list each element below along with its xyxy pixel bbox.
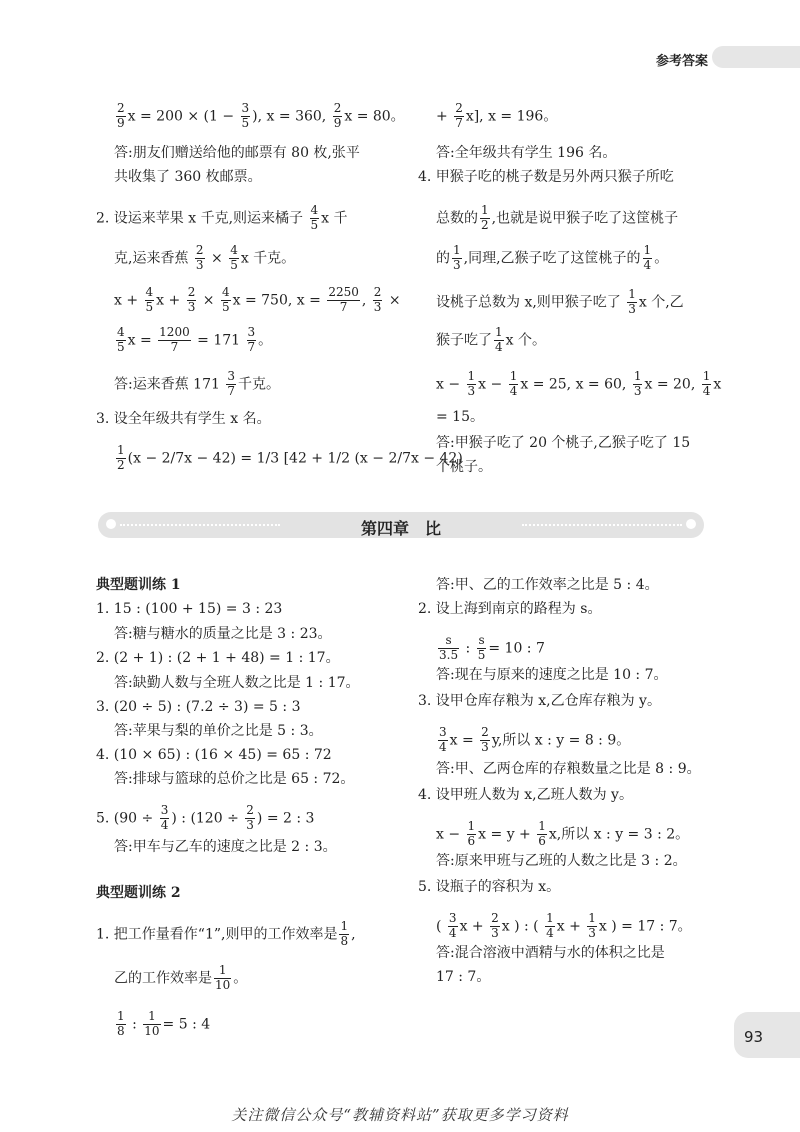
section-title: 典型题训练 1 (96, 577, 181, 593)
answer-text: 答:混合溶液中酒精与水的体积之比是 (436, 945, 665, 961)
answer-text: 17 : 7。 (436, 969, 491, 985)
section-title: 典型题训练 2 (96, 885, 181, 901)
equation-line: $\frac{s}{3.5}$ : $\frac{s}{5}$ = 10 : 7 (439, 633, 545, 662)
equation-line: $\frac{2}{9}$ x = 200 × (1 − $\frac{3}{5}$ ), x = 360, $\frac{2}{9}$ x = 80。 (117, 101, 405, 130)
answer-text: 答:排球与篮球的总价之比是 65 : 72。 (114, 771, 355, 787)
header-tab (712, 46, 800, 68)
question-text: 的 $\frac{1}{3}$ ,同理,乙猴子吃了这筐桃子的 $\frac{1}{4}$ 。 (436, 243, 669, 272)
question-text: 1. 15 : (100 + 15) = 3 : 23 (96, 601, 283, 617)
answer-text: 答:运来香蕉 171 $\frac{3}{7}$ 千克。 (114, 369, 280, 398)
answer-text: 答:甲猴子吃了 20 个桃子,乙猴子吃了 15 (436, 435, 691, 451)
answer-text: 答:糖与糖水的质量之比是 3 : 23。 (114, 626, 332, 642)
page-header: 参考答案 (656, 54, 709, 69)
equation-line: $\frac{1}{2}$ (x − 2/7x − 42) = 1/3 [42 + 1/2 (x − 2/7x − 42) (117, 443, 463, 472)
answer-text: 答:甲、乙的工作效率之比是 5 : 4。 (436, 577, 659, 593)
equation-line: x − $\frac{1}{6}$ x = y + $\frac{1}{6}$ x,所以 x : y = 3 : 2。 (436, 819, 690, 848)
answer-text: 答:甲车与乙车的速度之比是 2 : 3。 (114, 839, 337, 855)
page-number: 93 (744, 1028, 764, 1046)
answer-text: 个桃子。 (436, 459, 492, 475)
equation-line: $\frac{4}{5}$ x = $\frac{1200}{7}$ = 171 $\frac{3}{7}$ 。 (117, 325, 273, 354)
answer-text: 答:缺勤人数与全班人数之比是 1 : 17。 (114, 675, 360, 691)
question-text: 3. 设甲仓库存粮为 x,乙仓库存粮为 y。 (418, 693, 661, 709)
question-text: 2. 设上海到南京的路程为 s。 (418, 601, 602, 617)
equation-line: + $\frac{2}{7}$ x], x = 196。 (436, 101, 558, 130)
answer-text: 答:全年级共有学生 196 名。 (436, 145, 617, 161)
question-text: 设桃子总数为 x,则甲猴子吃了 $\frac{1}{3}$ x 个,乙 (436, 287, 684, 316)
question-text: 2. 设运来苹果 x 千克,则运来橘子 $\frac{4}{5}$ x 千 (96, 203, 348, 232)
question-text: 2. (2 + 1) : (2 + 1 + 48) = 1 : 17。 (96, 650, 340, 666)
question-text: 乙的工作效率是 $\frac{1}{10}$ 。 (114, 963, 248, 992)
question-text: 4. 设甲班人数为 x,乙班人数为 y。 (418, 787, 633, 803)
question-text: 猴子吃了 $\frac{1}{4}$ x 个。 (436, 325, 546, 354)
equation-line: ( $\frac{3}{4}$ x + $\frac{2}{3}$ x ) : ( $\frac{1}{4}$ x + $\frac{1}{3}$ x ) = 17 : 7。 (436, 911, 692, 940)
question-text: 5. (90 ÷ $\frac{3}{4}$ ) : (120 ÷ $\frac{2}{3}$ ) = 2 : 3 (96, 803, 315, 832)
question-text: 总数的 $\frac{1}{2}$ ,也就是说甲猴子吃了这筐桃子 (436, 203, 679, 232)
equation-line: = 15。 (436, 409, 484, 425)
chapter-banner (98, 512, 704, 538)
question-text: 1. 把工作量看作“1”,则甲的工作效率是 $\frac{1}{8}$ , (96, 919, 356, 948)
question-text: 5. 设瓶子的容积为 x。 (418, 879, 561, 895)
answer-text: 答:朋友们赠送给他的邮票有 80 枚,张平 (114, 145, 360, 161)
banner-dotted-line (522, 524, 682, 526)
question-text: 3. (20 ÷ 5) : (7.2 ÷ 3) = 5 : 3 (96, 699, 301, 715)
question-text: 克,运来香蕉 $\frac{2}{3}$ × $\frac{4}{5}$ x 千克。 (114, 243, 296, 272)
question-text: 4. 甲猴子吃的桃子数是另外两只猴子所吃 (418, 169, 674, 185)
footer-note: 关注微信公众号“教辅资料站”获取更多学习资料 (231, 1106, 569, 1124)
question-text: 3. 设全年级共有学生 x 名。 (96, 411, 271, 427)
equation-line: $\frac{3}{4}$ x = $\frac{2}{3}$ y,所以 x : y = 8 : 9。 (439, 725, 631, 754)
answer-text: 答:苹果与梨的单价之比是 5 : 3。 (114, 723, 323, 739)
question-text: 4. (10 × 65) : (16 × 45) = 65 : 72 (96, 747, 332, 763)
banner-dot-icon (686, 519, 696, 529)
equation-line: $\frac{1}{8}$ : $\frac{1}{10}$ = 5 : 4 (117, 1009, 211, 1038)
equation-line: x − $\frac{1}{3}$ x − $\frac{1}{4}$ x = 25, x = 60, $\frac{1}{3}$ x = 20, $\frac{1}{4}$ x (436, 369, 722, 398)
answer-text: 共收集了 360 枚邮票。 (114, 169, 262, 185)
answer-text: 答:原来甲班与乙班的人数之比是 3 : 2。 (436, 853, 687, 869)
equation-line: x + $\frac{4}{5}$ x + $\frac{2}{3}$ × $\frac{4}{5}$ x = 750, x = $\frac{2250}{7}$ , $\frac{2}{3}$ × (114, 285, 401, 314)
answer-text: 答:甲、乙两仓库的存粮数量之比是 8 : 9。 (436, 761, 701, 777)
answer-text: 答:现在与原来的速度之比是 10 : 7。 (436, 667, 668, 683)
chapter-title: 第四章 比 (360, 519, 441, 538)
